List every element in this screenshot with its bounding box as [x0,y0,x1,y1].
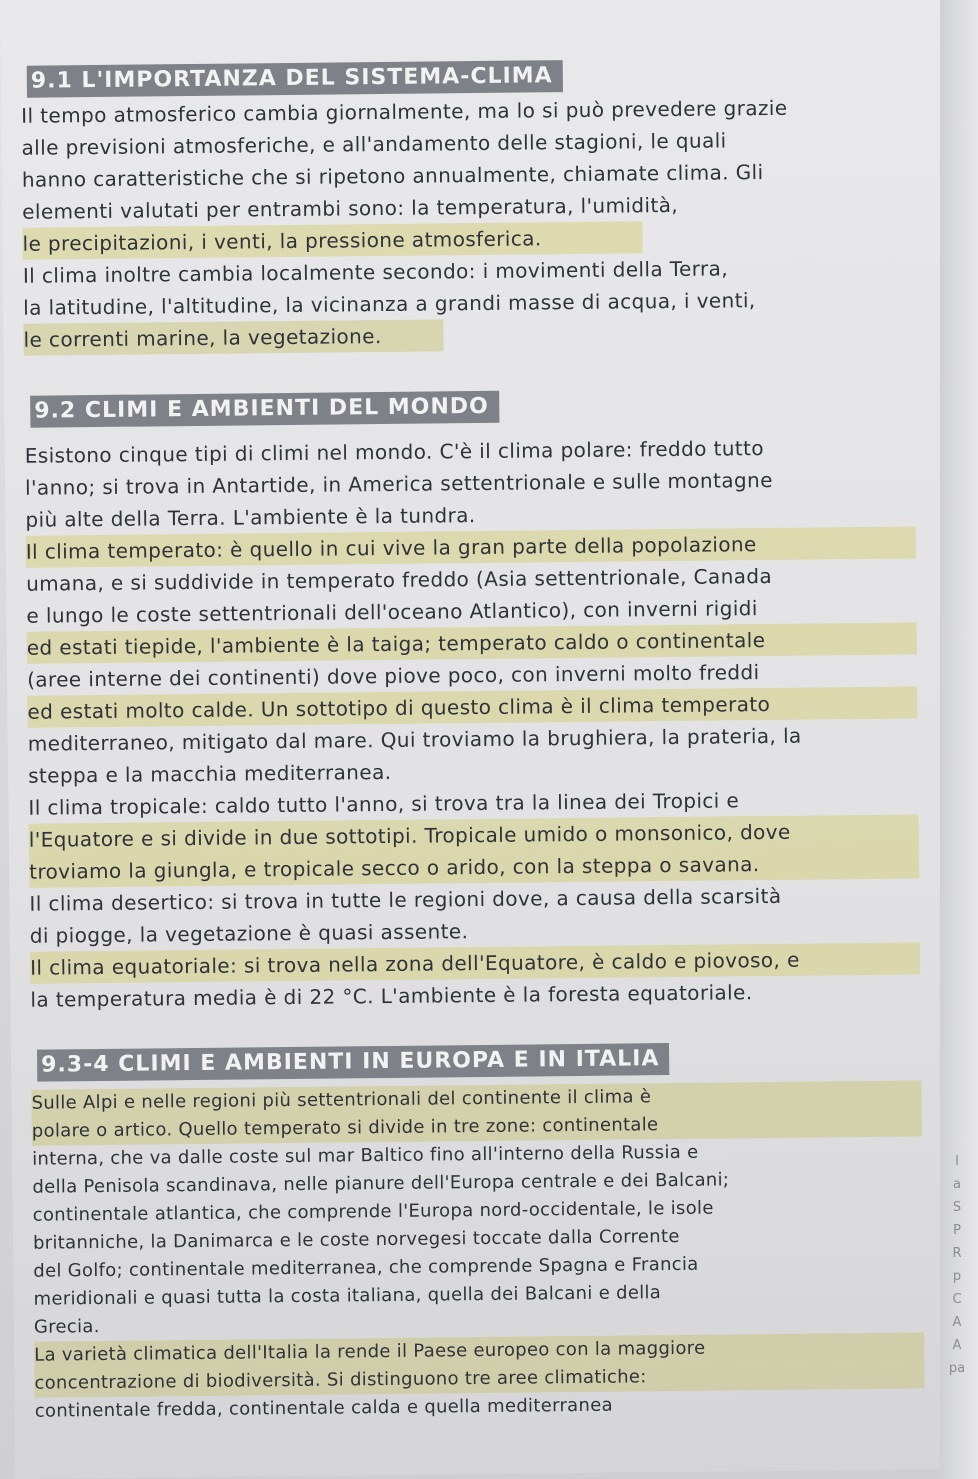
text-line: le precipitazioni, i venti, la pressione atmosferica. [22,221,642,259]
text-line: più alte della Terra. L'ambiente è la tundra. [25,503,476,532]
section-heading-9-3-4: 9.3-4 CLIMI E AMBIENTI IN EUROPA E IN ITALIA [37,1043,670,1082]
text-line: Il clima desertico: si trova in tutte le regioni dove, a causa della scarsità [29,883,782,916]
text-line: troviamo la giungla, e tropicale secco o arido, con la steppa o savana. [29,846,919,887]
margin-letter: A [952,1315,962,1330]
text-line: ed estati molto calde. Un sottotipo di questo clima è il clima temperato [27,686,917,727]
section-9-3-4-text [31,1080,924,1425]
margin-letter: S [952,1200,962,1215]
text-line: interna, che va dalle coste sul mar Baltico fino all'interno della Russia e [32,1141,699,1170]
next-page-margin-letters [942,1150,972,1380]
margin-letter: pa [948,1361,966,1376]
text-line: Il clima inoltre cambia localmente secondo: i movimenti della Terra, [22,256,729,288]
text-line: del Golfo; continentale mediterranea, che comprende Spagna e Francia [33,1253,699,1282]
text-line: Il clima equatoriale: si trova nella zona dell'Equatore, è caldo e piovoso, e [30,942,920,983]
text-line: hanno caratteristiche che si ripetono annualmente, chiamate clima. Gli [21,160,764,192]
text-line: la temperatura media è di 22 °C. L'ambiente è la foresta equatoriale. [30,980,753,1012]
margin-letter: p [952,1269,962,1284]
text-line: l'anno; si trova in Antartide, in America settentrionale e sulle montagne [24,467,773,500]
text-line: polare o artico. Quello temperato si divide in tre zone: continentale [32,1108,922,1145]
text-line: meridionali e quasi tutta la costa italiana, quella dei Balcani e della [33,1282,662,1310]
section-9-2-text [25,430,921,1015]
text-line: Il clima temperato: è quello in cui vive la gran parte della popolazione [26,526,916,567]
margin-letter: P [953,1223,961,1238]
margin-letter: C [952,1292,962,1307]
text-line: alle previsioni atmosferiche, e all'andamento delle stagioni, le quali [21,128,727,160]
text-line: Esistono cinque tipi di climi nel mondo. C'è il clima polare: freddo tutto [24,436,765,468]
margin-letter: R [952,1246,962,1261]
margin-letter: I [955,1154,959,1169]
text-line: Sulle Alpi e nelle regioni più settentrionali del continente il clima è [31,1080,921,1117]
text-line: (aree interne dei continenti) dove piove poco, con inverni molto freddi [26,660,760,692]
text-line: continentale fredda, continentale calda e quella mediterranea [34,1394,613,1422]
text-line: La varietà climatica dell'Italia la rende il Paese europeo con la maggiore [34,1332,924,1369]
text-line: Il tempo atmosferico cambia giornalmente, ma lo si può prevedere grazie [21,95,788,128]
margin-letter: a [953,1177,961,1192]
text-line: la latitudine, l'altitudine, la vicinanza a grandi masse di acqua, i venti, [23,288,756,320]
text-line: Grecia. [33,1316,100,1338]
text-line: elementi valutati per entrambi sono: la temperatura, l'umidità, [22,192,679,224]
text-line: Il clima tropicale: caldo tutto l'anno, si trova tra la linea dei Tropici e [28,788,740,820]
margin-letter: A [952,1338,962,1353]
text-line: della Penisola scandinava, nelle pianure dell'Europa centrale e dei Balcani; [32,1169,730,1198]
section-heading-9-2: 9.2 CLIMI E AMBIENTI DEL MONDO [30,391,499,428]
text-line: l'Equatore e si divide in due sottotipi. Tropicale umido o monsonico, dove [29,814,919,855]
text-line: mediterraneo, mitigato dal mare. Qui troviamo la brughiera, la prateria, la [27,723,802,756]
text-line: steppa e la macchia mediterranea. [27,759,392,788]
text-line: ed estati tiepide, l'ambiente è la taiga; temperato caldo o continentale [27,622,917,663]
section-heading-9-1: 9.1 L'IMPORTANZA DEL SISTEMA-CLIMA [27,60,563,98]
text-line: continentale atlantica, che comprende l'Europa nord-occidentale, le isole [32,1197,714,1226]
text-line: concentrazione di biodiversità. Si distinguono tre aree climatiche: [34,1360,924,1397]
text-line: le correnti marine, la vegetazione. [23,319,443,355]
section-9-1-text [21,90,914,355]
text-line: britanniche, la Danimarca e le coste norvegesi toccate dalla Corrente [32,1225,680,1254]
text-line: di piogge, la vegetazione è quasi assente. [29,919,469,948]
text-line: umana, e si suddivide in temperato freddo (Asia settentrionale, Canada [25,563,773,596]
text-line: e lungo le coste settentrionali dell'oceano Atlantico), con inverni rigidi [26,596,758,628]
